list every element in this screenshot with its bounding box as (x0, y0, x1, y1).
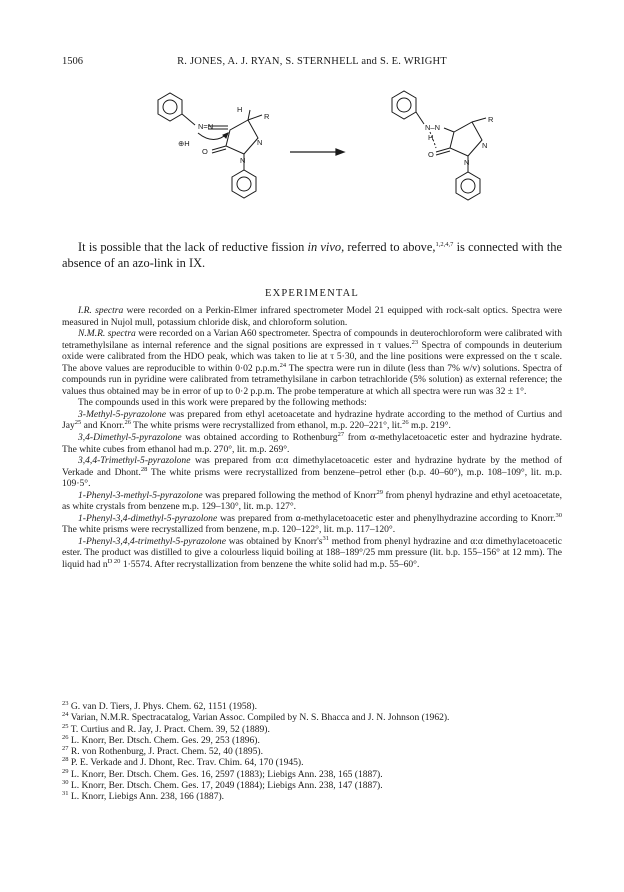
reference-item: $^{28}$ P. E. Verkade and J. Dhont, Rec. Trav. Chim. 64, 170 (1945). (62, 756, 304, 769)
paragraph-compound-6: 1-Phenyl-3,4,4-trimethyl-5-pyrazolone was obtained by $Knorr's^{31}$ method from phenyl hydrazine and α:α dimethylacetoacetic ester. The product was distilled to give a colourless liquid boiling at 188–189°/25 mm pressure (lit. b.p. 155–156° at 12 mm). The liquid had $n^{D 20}$ 1·5574. After recrystallization from benzene the white solid had m.p. 55–60°. (62, 534, 562, 571)
reference-item: $^{31}$ L. Knorr, Liebigs Ann. 238, 166 (1887). (62, 790, 225, 803)
label-plus-h: ⊕H (178, 139, 190, 148)
right-bottom-phenyl-ring (456, 172, 480, 200)
right-pyrazolone-ring (450, 122, 482, 156)
reference-item: $^{26}$ L. Knorr, Ber. Dtsch. Chem. Ges. 29, 253 (1896). (62, 733, 260, 746)
label-n-ring: N (257, 138, 263, 147)
reaction-arrow (290, 149, 344, 155)
lead-paragraph: It is possible that the lack of reductive fission in vivo, referred to above,$^{1,2,4,7}$ is connected with the absence of an azo-link in IX. (62, 240, 562, 270)
right-structure (392, 91, 486, 200)
reference-item: $^{30}$ L. Knorr, Ber. Dtsch. Chem. Ges. 17, 2049 (1884); Liebigs Ann. 238, 147 (1887). (62, 778, 383, 792)
reaction-scheme (130, 88, 510, 228)
experimental-body (62, 305, 562, 571)
top-phenyl-aromatic-circle (163, 100, 177, 114)
section-heading: EXPERIMENTAL (264, 288, 360, 299)
label-n-bottom: N (240, 156, 246, 165)
paragraph-ir: I.R. spectra were recorded on a Perkin-Elmer infrared spectrometer Model 21 equipped with rock-salt optics. Spectra were measured in Nujol mull, potassium chloride disk, and chloroform solution. (62, 305, 562, 328)
reference-item: $^{24}$ Varian, N.M.R. Spectracatalog, Varian Assoc. Compiled by N. S. Bhacca and J. N. Johnson (1962). (62, 711, 450, 724)
label-azo: N=N (198, 122, 214, 131)
curved-arrow (198, 133, 228, 140)
label-right-o: O (428, 150, 434, 159)
right-top-phenyl-ring (392, 91, 416, 119)
label-r: R (264, 112, 270, 121)
reference-item: $^{27}$ R. von Rothenburg, J. Pract. Chem. 52, 40 (1895). (62, 745, 263, 758)
paragraph-compound-1: 3-Methyl-5-pyrazolone was prepared from ethyl acetoacetate and hydrazine hydrate according to the method of Curtius and Jay$^{25}$ and Knorr.$^{26}$ The white prisms were recrystallized from ethanol, m.p. 220–221°, lit.$^{26}$ m.p. 219°. (62, 408, 562, 432)
label-h: H (237, 105, 243, 114)
left-bottom-aromatic-circle (237, 177, 251, 191)
label-right-n-ring: N (482, 141, 488, 150)
top-phenyl-ring (158, 93, 182, 121)
right-structure-labels (425, 115, 494, 167)
paragraph-compound-4: 1-Phenyl-3-methyl-5-pyrazolone was prepared following the method of Knorr$^{29}$ from phenyl hydrazine and ethyl acetoacetate, as white crystals from benzene m.p. 129–130°, lit. m.p. 127°. (62, 488, 563, 513)
label-right-n-bottom: N (464, 158, 470, 167)
left-structure (158, 93, 262, 198)
label-right-r: R (488, 115, 494, 124)
label-o: O (202, 147, 208, 156)
paragraph-compound-3: 3,4,4-Trimethyl-5-pyrazolone was prepared from α:α dimethylacetoacetic ester and hydrazine hydrate by the method of Verkade and Dhont.$^{28}$ The white prisms were recrystallized from benzene–petrol ether (b.p. 40–60°), m.p. 108–109°, lit. m.p. 109·5°. (62, 455, 562, 490)
right-bottom-aromatic-circle (461, 179, 475, 193)
left-pyrazolone-ring (226, 120, 258, 154)
reference-item: $^{23}$ G. van D. Tiers, J. Phys. Chem. 62, 1151 (1958). (62, 699, 257, 712)
running-head: R. JONES, A. J. RYAN, S. STERNHELL and S. E. WRIGHT (177, 56, 447, 67)
paragraph-compound-2: 3,4-Dimethyl-5-pyrazolone was obtained according to Rothenburg$^{27}$ from α-methylacetoacetic ester and hydrazine hydrate. The white cubes from ethanol had m.p. 270°, lit. m.p. 269°. (62, 430, 562, 455)
paragraph-compound-5: 1-Phenyl-3,4-dimethyl-5-pyrazolone was prepared from α-methylacetoacetic ester and phenylhydrazine according to Knorr.$^{30}$ The white prisms were recrystallized from benzene, m.p. 120–122°, lit. m.p. 117–120°. (62, 511, 562, 536)
page-number: 1506 (62, 56, 83, 67)
label-right-h: H (428, 133, 434, 142)
left-bottom-phenyl-ring (232, 170, 256, 198)
paragraph-nmr: N.M.R. spectra were recorded on a Varian A60 spectrometer. Spectra of compounds in deuterochloroform were calibrated with tetramethylsilane as internal reference and the signal positions are expressed in τ values.$^{23}$ Spectra of compounds in deuterium oxide were calibrated from the HDO peak, which was taken to lie at τ 5·30, and the line positions were expressed on the τ scale. The above values are reproducible to within 0·02 p.p.m.$^{24}$ The spectra were run in dilute (less than 7% w/v) solutions. Spectra of compounds run in pyridine were calibrated from tetramethylsilane in carbon tetrachloride (5% solution) as external reference; the values thus obtained may be in error of up to 0·2 p.p.m. The probe temperature at which all spectra were run was 32 ± 1°. (62, 328, 563, 397)
page-header (0, 56, 624, 70)
reference-item: $^{29}$ L. Knorr, Ber. Dtsch. Chem. Ges. 16, 2597 (1883); Liebigs Ann. 238, 165 (1887). (62, 767, 383, 780)
references-list (62, 701, 562, 803)
label-right-azo: N–N (425, 123, 441, 132)
right-top-aromatic-circle (397, 98, 411, 112)
reference-item: $^{25}$ T. Curtius and R. Jay, J. Pract. Chem. 39, 52 (1889). (62, 722, 270, 735)
paragraph-compounds: The compounds used in this work were prepared by the following methods: (78, 397, 367, 409)
